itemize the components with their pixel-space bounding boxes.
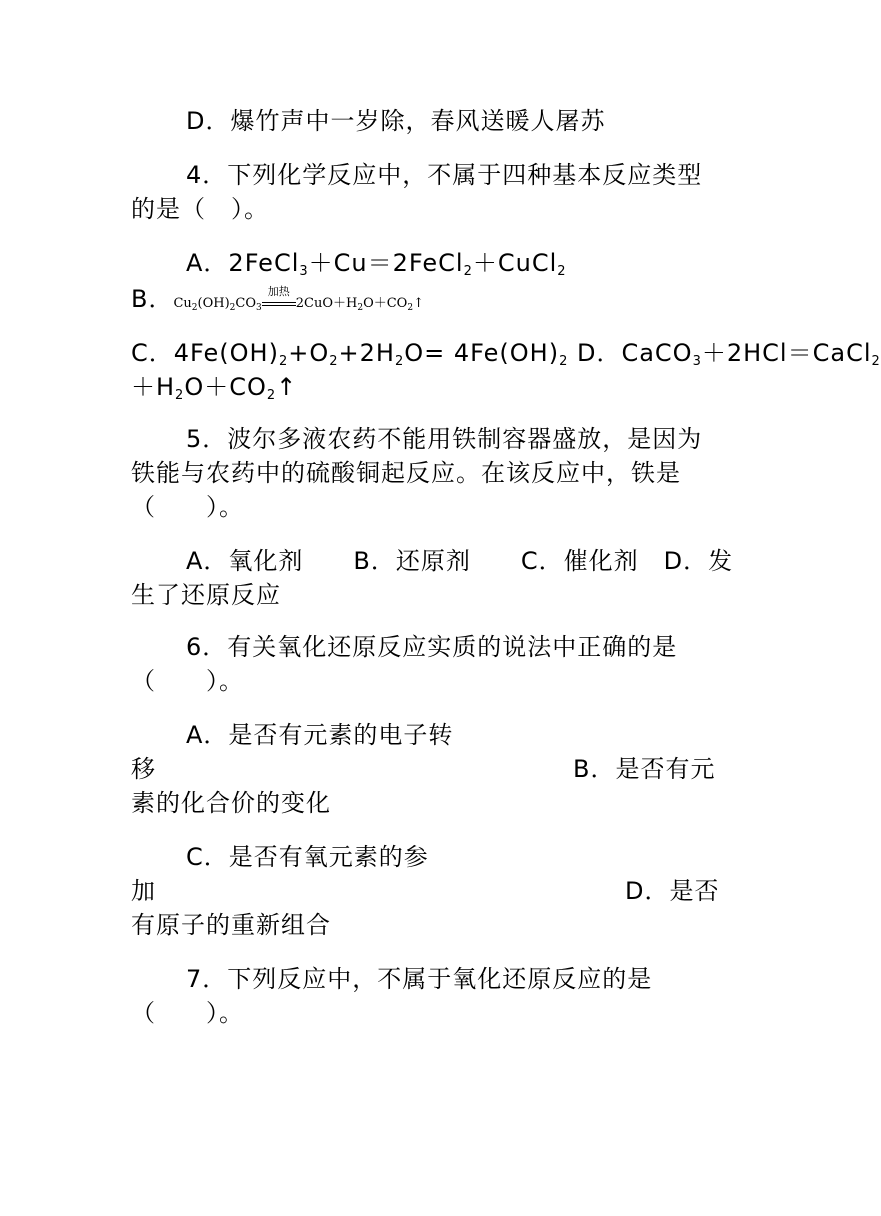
q3-option-d: D．爆竹声中一岁除，春风送暖人屠苏	[186, 107, 606, 135]
q6-option-b-cont: 素的化合价的变化	[131, 789, 331, 817]
q7-stem-line1: 7．下列反应中，不属于氧化还原反应的是	[186, 965, 653, 993]
q6-option-a: A．是否有元素的电子转	[186, 721, 454, 749]
q4-option-c-d: C．$4Fe(OH)_2+O_2+2H_2O= 4Fe(OH)_2$ D．CaCO$_3$＋2HCl＝CaCl$_2$	[131, 339, 881, 369]
q6-option-c-cont: 加	[131, 877, 156, 905]
q5-options-line2: 生了还原反应	[131, 581, 281, 609]
q4-option-d-cont: $+H_2O+CO_2↑$	[131, 373, 298, 403]
q6-option-a-cont: 移	[131, 755, 156, 783]
q4-stem-line2: 的是（ ）。	[131, 195, 269, 223]
q7-stem-line2: （ ）。	[131, 999, 244, 1027]
q6-stem-line2: （ ）。	[131, 667, 244, 695]
q6-option-b: B．是否有元	[573, 755, 716, 783]
q6-stem-line1: 6．有关氧化还原反应实质的说法中正确的是	[186, 633, 678, 661]
q5-stem-line2: 铁能与农药中的硫酸铜起反应。在该反应中，铁是	[131, 459, 681, 487]
q5-stem-line3: （ ）。	[131, 493, 244, 521]
q6-option-c: C．是否有氧元素的参	[186, 843, 429, 871]
q4-option-b: B．$Cu_2(OH)_2CO_3$ 加热 $2CuO+H_2O+CO_2↑$	[131, 282, 424, 321]
heat-condition: 加热	[262, 287, 296, 321]
q4-option-a: A．2FeCl$_3$＋Cu＝2FeCl$_2$＋CuCl$_2$	[186, 249, 567, 279]
equation-b: $Cu_2(OH)_2CO_3$ 加热 $2CuO+H_2O+CO_2↑$	[173, 296, 424, 311]
q5-options-line1: A．氧化剂 B．还原剂 C．催化剂 D．发	[186, 547, 734, 575]
q4-stem-line1: 4．下列化学反应中，不属于四种基本反应类型	[186, 161, 703, 189]
q6-option-d: D．是否	[625, 877, 720, 905]
q5-stem-line1: 5．波尔多液农药不能用铁制容器盛放，是因为	[186, 425, 703, 453]
q6-option-d-cont: 有原子的重新组合	[131, 911, 331, 939]
